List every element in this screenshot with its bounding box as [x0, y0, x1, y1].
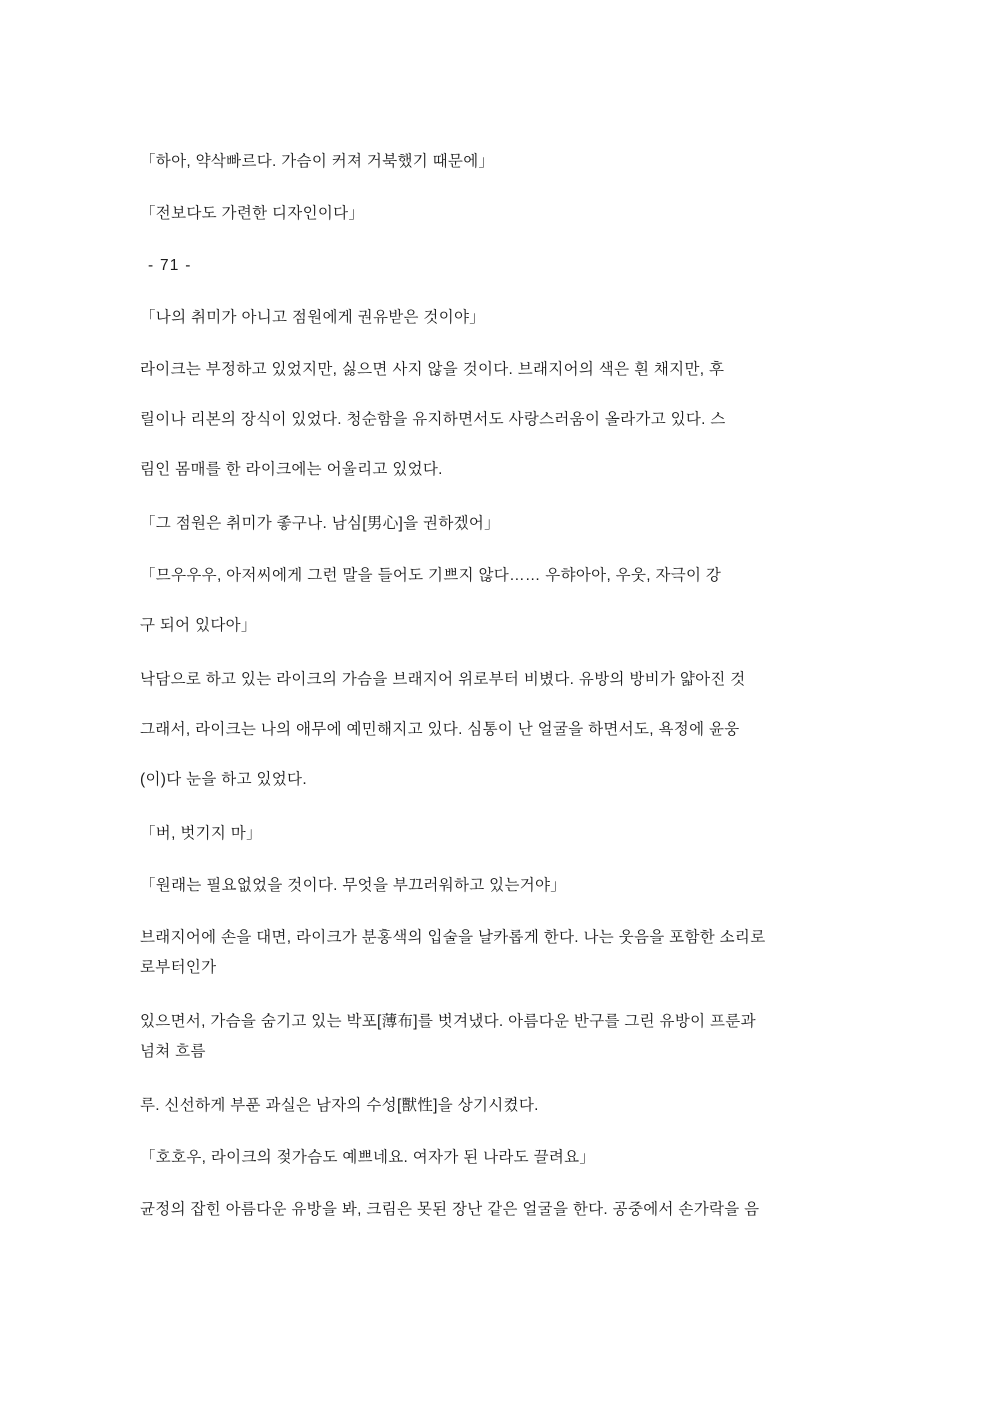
text-line: 낙담으로 하고 있는 라이크의 가슴을 브래지어 위로부터 비볐다. 유방의 방비가 얇아진 것: [140, 671, 746, 689]
paragraph-5: [140, 512, 852, 536]
paragraph-1: [140, 150, 852, 174]
text-line: 「그 점원은 취미가 좋구나. 남심[男心]을 권하겠어」: [140, 515, 500, 533]
paragraph-14: [140, 1198, 852, 1222]
paragraph-7: [140, 668, 852, 792]
paragraph-11: [140, 1010, 852, 1064]
text-line: 「원래는 필요없었을 것이다. 무엇을 부끄러워하고 있는거야」: [140, 877, 567, 895]
text-line: 구 되어 있다아」: [140, 617, 257, 635]
text-line: 릴이나 리본의 장식이 있었다. 청순함을 유지하면서도 사랑스러움이 올라가고 있다. 스: [140, 411, 726, 429]
text-line: 라이크는 부정하고 있었지만, 싫으면 사지 않을 것이다. 브래지어의 색은 흰 채지만, 후: [140, 361, 725, 379]
text-line: 「므우우우, 아저씨에게 그런 말을 들어도 기쁘지 않다…… 우햐아아, 우웃, 자극이 강: [140, 567, 722, 585]
text-line: 「나의 취미가 아니고 점원에게 권유받은 것이야」: [140, 309, 486, 327]
text-line: 루. 신선하게 부푼 과실은 남자의 수성[獸性]을 상기시켰다.: [140, 1097, 539, 1115]
text-line: 「호호우, 라이크의 젖가슴도 예쁘네요. 여자가 된 나라도 끌려요」: [140, 1149, 596, 1167]
paragraph-6: [140, 564, 852, 638]
paragraph-2: [140, 202, 852, 226]
paragraph-3: [140, 306, 852, 330]
text-line: 「버, 벗기지 마」: [140, 825, 262, 843]
text-line: 있으면서, 가슴을 숨기고 있는 박포[薄布]를 벗겨냈다. 아름다운 반구를 그린 유방이 프룬과: [140, 1013, 756, 1031]
paragraph-9: [140, 874, 852, 898]
text-line: 「전보다도 가련한 디자인이다」: [140, 205, 365, 223]
text-line: (이)다 눈을 하고 있었다.: [140, 771, 307, 789]
paragraph-10: [140, 926, 852, 980]
paragraph-8: [140, 822, 852, 846]
text-line: 균정의 잡힌 아름다운 유방을 봐, 크림은 못된 장난 같은 얼굴을 한다. 공중에서 손가락을 음: [140, 1201, 760, 1219]
text-line: 림인 몸매를 한 라이크에는 어울리고 있었다.: [140, 461, 443, 479]
paragraph-12: [140, 1094, 852, 1118]
text-line-continuation: 넘쳐 흐름: [140, 1043, 206, 1061]
paragraph-13: [140, 1146, 852, 1170]
text-line-continuation: 로부터인가: [140, 959, 217, 977]
text-line: 브래지어에 손을 대면, 라이크가 분홍색의 입술을 날카롭게 한다. 나는 웃음을 포함한 소리로: [140, 929, 766, 947]
document-body: [140, 150, 852, 1222]
paragraph-4: [140, 358, 852, 482]
text-line: 「하아, 약삭빠르다. 가슴이 커져 거북했기 때문에」: [140, 153, 495, 170]
page-number-marker: - 71 -: [148, 257, 192, 275]
text-line: 그래서, 라이크는 나의 애무에 예민해지고 있다. 심통이 난 얼굴을 하면서도, 욕정에 윤웅: [140, 721, 740, 739]
